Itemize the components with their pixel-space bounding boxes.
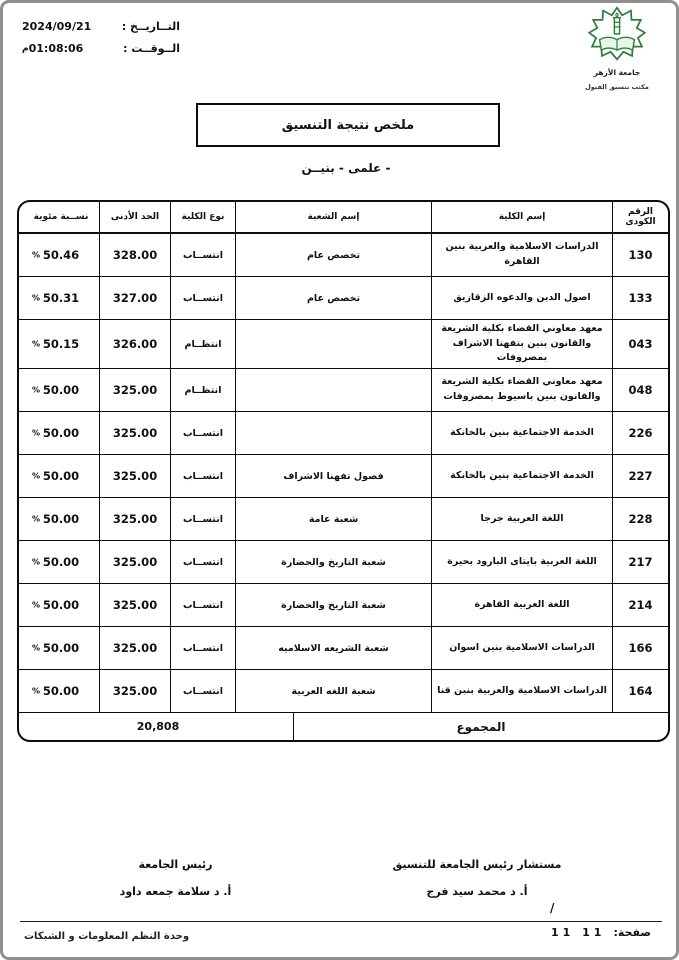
date-row: [22, 20, 180, 33]
time-label: الــوقــت :: [123, 42, 180, 55]
percent-sign: %: [32, 600, 41, 610]
cell-code: 214: [612, 584, 668, 626]
cell-percentage: [23, 498, 99, 540]
footer-divider: [20, 921, 662, 922]
percent-sign: %: [32, 339, 41, 349]
table-row: [19, 627, 668, 670]
percent-value: 50.00: [42, 469, 80, 484]
cell-college-name: معهد معاوني القضاء بكلية الشريعة والقانون بنين باسيوط بمصروفات: [431, 369, 612, 411]
cell-code: 228: [612, 498, 668, 540]
cell-college-type: انتســاب: [170, 234, 235, 276]
date-label: التــاريــخ :: [121, 20, 180, 33]
cell-branch-name: شعبة عامة: [235, 498, 431, 540]
cell-percentage: [23, 412, 99, 454]
cell-college-type: انتســاب: [170, 455, 235, 497]
advisor-name: أ. د محمد سيد فرج: [426, 885, 528, 898]
cell-code: 130: [612, 234, 668, 276]
cell-percentage: [23, 584, 99, 626]
cell-code: 133: [612, 277, 668, 319]
cell-college-type: انتظــام: [170, 369, 235, 411]
cell-college-type: انتســاب: [170, 670, 235, 712]
cell-college-name: الدراسات الاسلامية والعربية بنين القاهرة: [431, 234, 612, 276]
time-row: [22, 42, 180, 55]
cell-branch-name: شعبة اللغه العربية: [235, 670, 431, 712]
percent-sign: %: [32, 385, 41, 395]
cell-minimum-score: 325.00: [99, 369, 170, 411]
cell-percentage: [23, 277, 99, 319]
cell-minimum-score: 327.00: [99, 277, 170, 319]
page-value: 11 11: [551, 926, 606, 939]
percent-value: 50.31: [42, 291, 80, 305]
table-row: [19, 584, 668, 627]
report-title-box: [196, 103, 500, 147]
cell-code: 227: [612, 455, 668, 497]
percent-sign: %: [32, 293, 41, 303]
header-college: إسم الكلية: [431, 202, 612, 232]
cell-branch-name: [235, 369, 431, 411]
percent-sign: %: [32, 471, 41, 481]
cell-college-name: معهد معاوني القضاء بكلية الشريعة والقانون بنين بتفهنا الاشراف بمصروفات: [431, 320, 612, 368]
percent-value: 50.46: [42, 248, 80, 262]
cell-college-name: اصول الدين والدعوه الزقازيق: [431, 277, 612, 319]
cell-code: 043: [612, 320, 668, 368]
president-name: أ. د سلامة جمعه داود: [119, 885, 232, 898]
table-row: [19, 412, 668, 455]
header-branch: إسم الشعبة: [235, 202, 431, 232]
cell-branch-name: تخصص عام: [235, 277, 431, 319]
percent-value: 50.00: [42, 555, 80, 570]
cell-college-name: الخدمة الاجتماعية بنين بالخانكة: [431, 412, 612, 454]
percent-value: 50.00: [42, 641, 80, 656]
table-row: [19, 455, 668, 498]
cell-branch-name: [235, 320, 431, 368]
cell-college-type: انتســاب: [170, 412, 235, 454]
cell-percentage: [23, 627, 99, 669]
cell-percentage: [23, 541, 99, 583]
table-row: [19, 498, 668, 541]
header-type: نوع الكلية: [170, 202, 235, 232]
cell-branch-name: تخصص عام: [235, 234, 431, 276]
percent-sign: %: [32, 250, 41, 260]
table-row: [19, 234, 668, 277]
cell-code: 217: [612, 541, 668, 583]
cell-minimum-score: 328.00: [99, 234, 170, 276]
page-number: [551, 926, 651, 939]
percent-value: 50.00: [42, 684, 80, 699]
cell-minimum-score: 325.00: [99, 627, 170, 669]
cell-branch-name: شعبة التاريخ والحضارة: [235, 584, 431, 626]
cell-minimum-score: 325.00: [99, 498, 170, 540]
cell-branch-name: شعبة التاريخ والحضارة: [235, 541, 431, 583]
total-value: 20,808: [136, 720, 180, 734]
percent-value: 50.00: [42, 426, 80, 441]
table-row: [19, 277, 668, 320]
cell-college-type: انتســاب: [170, 584, 235, 626]
table-header-row: [19, 202, 668, 234]
report-subtitle: - علمى - بنيــن: [301, 161, 391, 175]
total-label: المجموع: [293, 713, 668, 740]
cell-code: 048: [612, 369, 668, 411]
cell-minimum-score: 325.00: [99, 455, 170, 497]
university-logo: [563, 6, 671, 91]
page-label: صفحة:: [613, 926, 651, 939]
office-name: مكتب تنسيق القبول: [585, 83, 649, 91]
percent-value: 50.00: [42, 598, 80, 613]
percent-sign: %: [32, 643, 41, 653]
azhar-emblem-icon: [588, 6, 646, 64]
cell-code: 164: [612, 670, 668, 712]
date-time-block: [22, 20, 180, 64]
cell-code: 226: [612, 412, 668, 454]
cell-college-type: انتســاب: [170, 498, 235, 540]
cell-college-type: انتســاب: [170, 277, 235, 319]
cell-college-type: انتســاب: [170, 627, 235, 669]
percent-value: 50.00: [42, 383, 80, 398]
cell-minimum-score: 326.00: [99, 320, 170, 368]
cell-code: 166: [612, 627, 668, 669]
cell-percentage: [23, 369, 99, 411]
table-total-row: [19, 713, 668, 740]
cell-college-name: الدراسات الاسلامية والعربية بنين قنا: [431, 670, 612, 712]
cell-college-type: انتســاب: [170, 541, 235, 583]
cell-college-name: اللغة العربية القاهرة: [431, 584, 612, 626]
cell-college-name: الدراسات الاسلامية بنين اسوان: [431, 627, 612, 669]
percent-sign: %: [32, 428, 41, 438]
table-row: [19, 541, 668, 584]
date-value: 2024/09/21: [22, 20, 92, 33]
cell-percentage: [23, 234, 99, 276]
time-digits: 01:08:06: [28, 42, 84, 55]
percent-sign: %: [32, 557, 41, 567]
table-body: [19, 234, 668, 713]
cell-college-name: الخدمة الاجتماعية بنين بالخانكة: [431, 455, 612, 497]
cell-percentage: [23, 670, 99, 712]
table-row: [19, 320, 668, 369]
cell-minimum-score: 325.00: [99, 670, 170, 712]
signature-university-president: [68, 858, 283, 898]
results-table: [17, 200, 670, 742]
cell-college-name: اللغة العربية جرجا: [431, 498, 612, 540]
percent-value: 50.00: [42, 512, 80, 527]
cell-minimum-score: 325.00: [99, 412, 170, 454]
cell-minimum-score: 325.00: [99, 541, 170, 583]
header-min: الحد الأدنى: [99, 202, 170, 232]
cell-percentage: [23, 455, 99, 497]
report-title: ملخص نتيجة التنسيق: [281, 117, 415, 133]
cell-college-type: انتظــام: [170, 320, 235, 368]
header-code: الرقم الكودى: [612, 202, 668, 232]
signature-coordination-advisor: [352, 858, 602, 898]
table-row: [19, 369, 668, 412]
percent-value: 50.15: [42, 337, 80, 352]
university-name: جامعة الأزهر: [593, 68, 641, 77]
advisor-title: مستشار رئيس الجامعة للتنسيق: [392, 858, 562, 871]
issuing-unit: وحدة النظم المعلومات و الشبكات: [24, 931, 190, 942]
header-percent: نســبة مئوية: [33, 212, 89, 222]
time-am-pm: م: [22, 44, 29, 54]
time-value: [22, 42, 83, 55]
president-title: رئيس الجامعة: [138, 858, 213, 871]
table-row: [19, 670, 668, 713]
percent-sign: %: [32, 514, 41, 524]
cell-percentage: [23, 320, 99, 368]
footer-slash-mark: /: [550, 901, 555, 915]
cell-branch-name: [235, 412, 431, 454]
cell-minimum-score: 325.00: [99, 584, 170, 626]
cell-college-name: اللغة العربية بايتاى البارود بحيرة: [431, 541, 612, 583]
cell-branch-name: فصول تفهنا الاشراف: [235, 455, 431, 497]
percent-sign: %: [32, 686, 41, 696]
cell-branch-name: شعبة الشريعه الاسلاميه: [235, 627, 431, 669]
